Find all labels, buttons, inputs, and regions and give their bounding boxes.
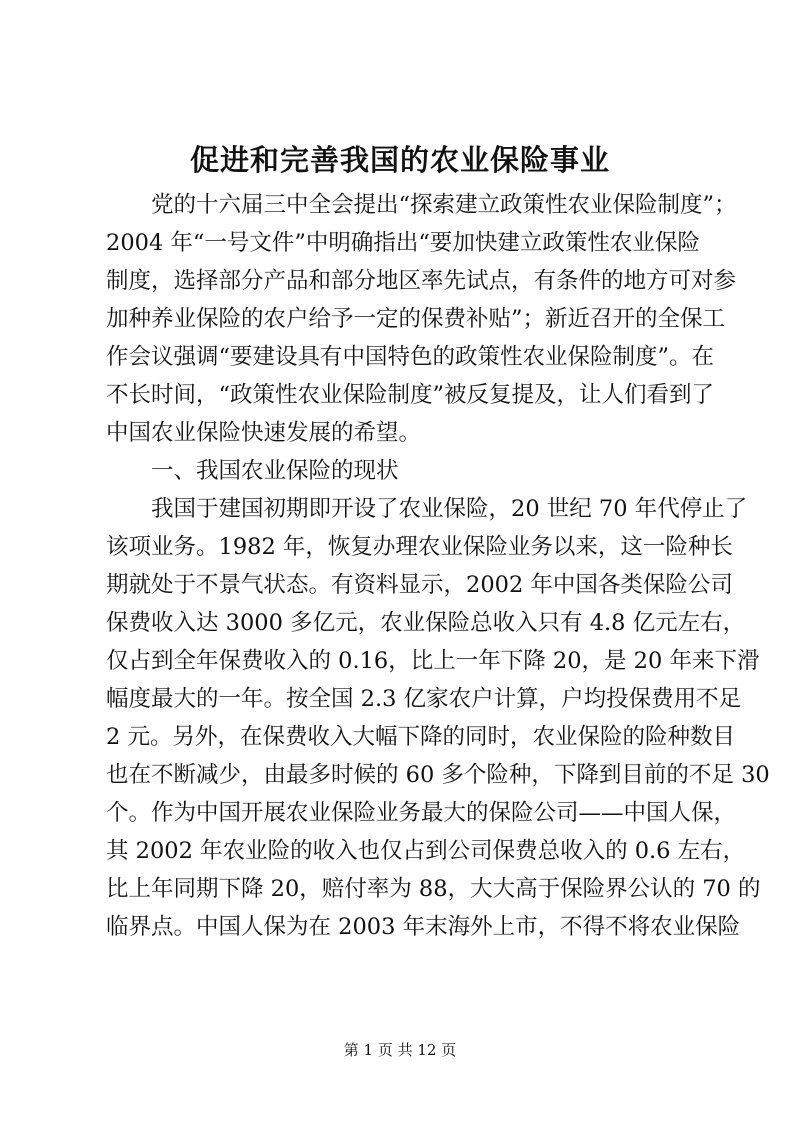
paragraph-line: 保费收入达 3000 多亿元，农业保险总收入只有 4.8 亿元左右， xyxy=(106,610,746,636)
paragraph-line: 我国于建国初期即开设了农业保险，20 世纪 70 年代停止了 xyxy=(151,496,748,522)
document-title: 促进和完善我国的农业保险事业 xyxy=(189,143,610,177)
paragraph-line: 比上年同期下降 20，赔付率为 88，大大高于保险界公认的 70 的 xyxy=(106,876,761,902)
paragraph-line: 其 2002 年农业险的收入也仅占到公司保费总收入的 0.6 左右， xyxy=(106,838,746,864)
document-body xyxy=(106,186,770,946)
paragraph-line: 该项业务。1982 年，恢复办理农业保险业务以来，这一险种长 xyxy=(106,534,733,560)
paragraph-line: 中国农业保险快速发展的希望。 xyxy=(106,420,422,446)
paragraph-line: 2 元。另外，在保费收入大幅下降的同时，农业保险的险种数目 xyxy=(106,724,735,750)
paragraph-line: 2004 年“一号文件”中明确指出“要加快建立政策性农业保险 xyxy=(106,230,700,256)
paragraph-line: 临界点。中国人保为在 2003 年末海外上市，不得不将农业保险 xyxy=(106,914,741,940)
paragraph-line: 不长时间，“政策性农业保险制度”被反复提及，让人们看到了 xyxy=(106,382,715,408)
paragraph-line: 加种养业保险的农户给予一定的保费补贴”；新近召开的全保工 xyxy=(106,306,726,332)
paragraph-line: 党的十六届三中全会提出“探索建立政策性农业保险制度”； xyxy=(151,192,737,218)
paragraph-line: 作会议强调“要建设具有中国特色的政策性农业保险制度”。在 xyxy=(106,344,715,370)
page-number-footer: 第 1 页 共 12 页 xyxy=(343,1041,457,1059)
paragraph-line: 幅度最大的一年。按全国 2.3 亿家农户计算，户均投保费用不足 xyxy=(106,686,742,712)
paragraph-line: 制度，选择部分产品和部分地区率先试点，有条件的地方可对参 xyxy=(106,268,737,294)
paragraph-line: 个。作为中国开展农业保险业务最大的保险公司——中国人保， xyxy=(106,800,737,826)
paragraph-line: 也在不断减少，由最多时候的 60 多个险种，下降到目前的不足 30 xyxy=(106,762,770,788)
paragraph-line: 期就处于不景气状态。有资料显示，2002 年中国各类保险公司 xyxy=(106,572,733,598)
section-heading: 一、我国农业保险的现状 xyxy=(151,458,399,484)
paragraph-line: 仅占到全年保费收入的 0.16，比上一年下降 20，是 20 年来下滑 xyxy=(106,648,760,674)
